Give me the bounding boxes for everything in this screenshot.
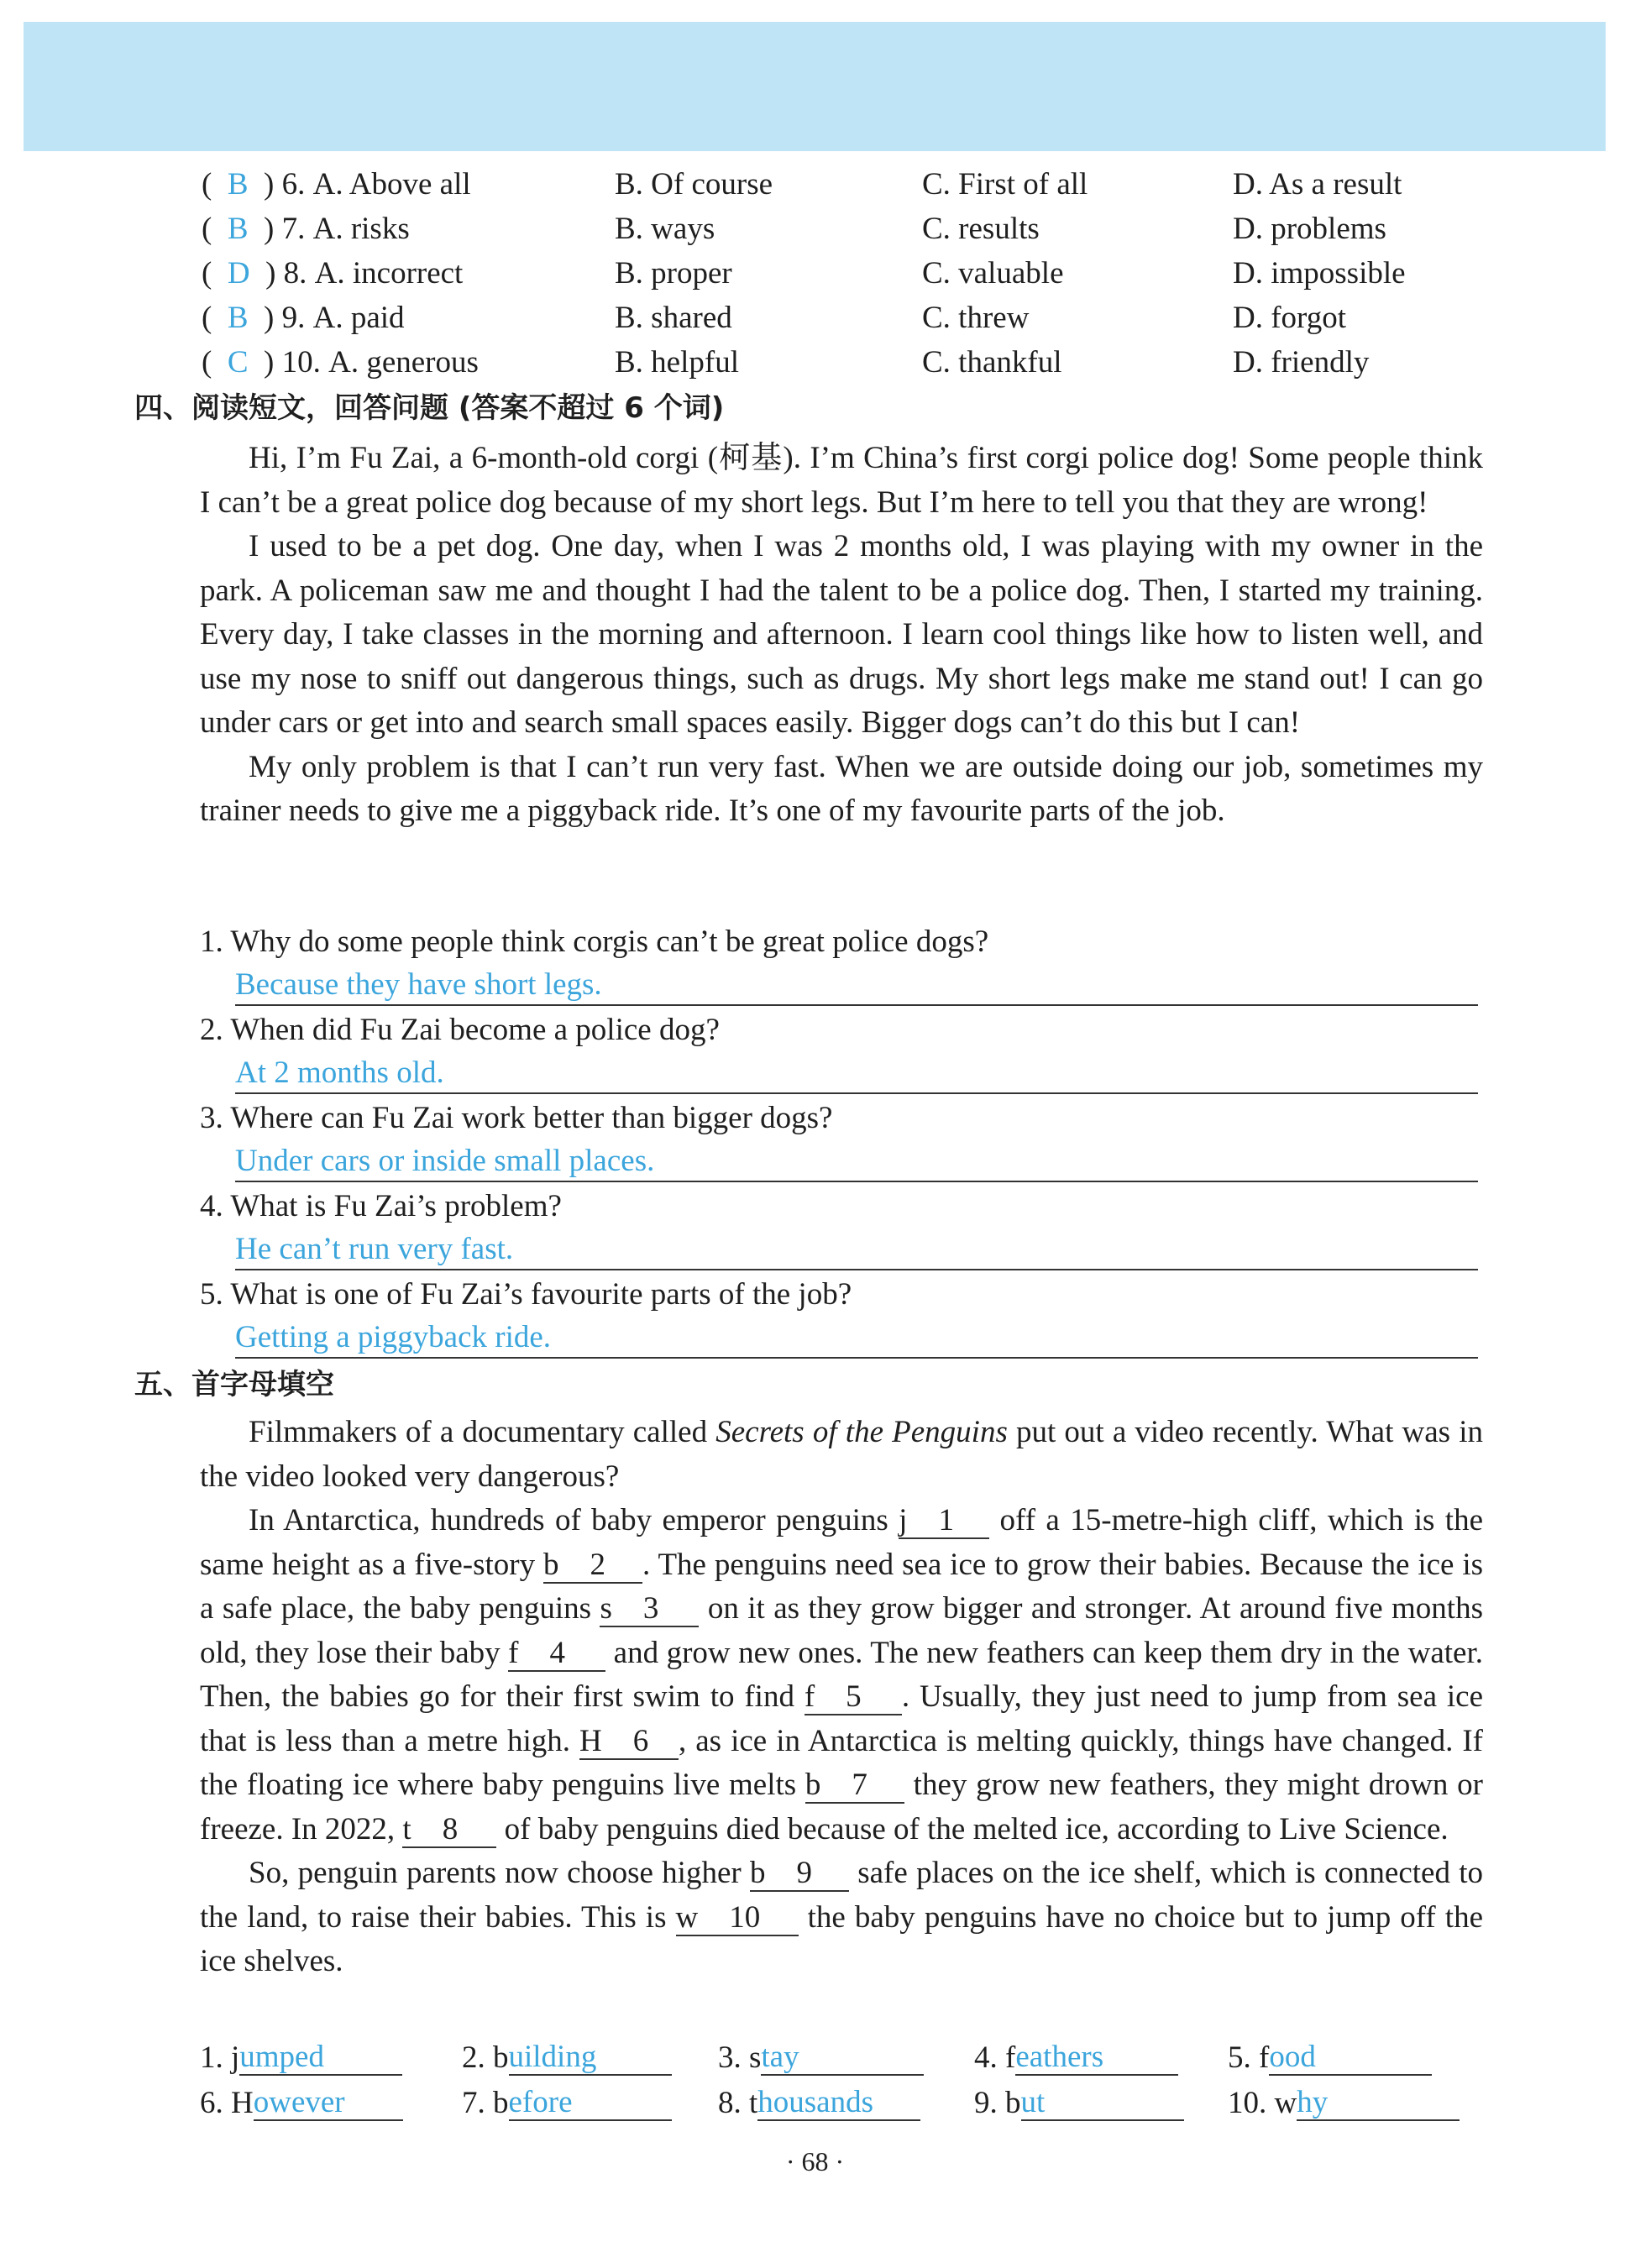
answer-item: 5. food bbox=[1228, 2039, 1432, 2076]
question-text: 5. What is one of Fu Zai’s favourite parts of the job? bbox=[200, 1277, 852, 1312]
blank-10[interactable]: w 10 bbox=[676, 1901, 799, 1936]
section-5-title: 五、首字母填空 bbox=[134, 1368, 334, 1401]
answer-item: 9. but bbox=[974, 2084, 1184, 2121]
cloze-conclusion: So, penguin parents now choose higher b 9 safe places on the ice shelf, which is connected to the land, to raise their babies. This is w 10 the baby penguins have no choice but to jump off the ice shelves. bbox=[200, 1856, 1483, 1978]
option-a: A. paid bbox=[312, 301, 405, 335]
passage-paragraph: My only problem is that I can’t run very fast. When we are outside doing our job, sometimes my trainer needs to give me a piggyback ride. It’s one of my favourite parts of the job. bbox=[200, 749, 1483, 828]
answer-text: hy bbox=[1297, 2085, 1329, 2119]
option-a: A. Above all bbox=[312, 167, 471, 202]
answer-item: 2. building bbox=[462, 2039, 672, 2076]
answer-item: 8. thousands bbox=[718, 2084, 920, 2121]
option-c: C. thankful bbox=[922, 345, 1062, 380]
blank-7[interactable]: b 7 bbox=[805, 1768, 904, 1804]
blank-4[interactable]: f 4 bbox=[508, 1637, 605, 1672]
answer-item: 7. before bbox=[462, 2084, 672, 2121]
documentary-title: Secrets of the Penguins bbox=[715, 1415, 1008, 1449]
option-d: D. forgot bbox=[1233, 301, 1346, 335]
option-d: D. friendly bbox=[1233, 345, 1370, 380]
option-a: A. incorrect bbox=[314, 256, 464, 291]
option-d: D. As a result bbox=[1233, 167, 1402, 202]
mc-row: ( B ) 9. A. paid bbox=[202, 301, 405, 335]
mc-answer: B bbox=[227, 301, 249, 335]
option-c: C. results bbox=[922, 212, 1040, 246]
option-a: A. risks bbox=[312, 212, 410, 246]
section-4-title: 四、阅读短文，回答问题 (答案不超过 6 个词) bbox=[134, 391, 725, 425]
answer-line bbox=[235, 1318, 1478, 1359]
answer-text: tay bbox=[761, 2040, 799, 2074]
answer-text: owever bbox=[253, 2085, 345, 2119]
question-text: 1. Why do some people think corgis can’t be great police dogs? bbox=[200, 924, 989, 959]
mc-answer: B bbox=[227, 212, 249, 246]
answer-text: housands bbox=[757, 2085, 874, 2119]
option-c: C. threw bbox=[922, 301, 1030, 335]
page-number: · 68 · bbox=[785, 2146, 845, 2176]
blank-8[interactable]: t 8 bbox=[402, 1813, 496, 1848]
blank-1[interactable]: j 1 bbox=[899, 1504, 989, 1539]
blank-9[interactable]: b 9 bbox=[750, 1857, 849, 1892]
option-c: C. valuable bbox=[922, 256, 1064, 291]
cloze-intro: Filmmakers of a documentary called Secrets of the Penguins put out a video recently. What was in the video looked very dangerous? bbox=[200, 1415, 1483, 1494]
reading-passage bbox=[200, 437, 1483, 834]
answer-item: 10. why bbox=[1228, 2084, 1460, 2121]
cloze-passage bbox=[200, 1411, 1483, 1984]
answer-text: Under cars or inside small places. bbox=[235, 1144, 655, 1178]
option-b: B. shared bbox=[615, 301, 732, 335]
mc-row: ( B ) 7. A. risks bbox=[202, 212, 410, 246]
option-b: B. ways bbox=[615, 212, 715, 246]
option-c: C. First of all bbox=[922, 167, 1088, 202]
option-a: A. generous bbox=[328, 345, 479, 380]
answer-text: At 2 months old. bbox=[235, 1055, 444, 1090]
passage-paragraph: I used to be a pet dog. One day, when I was 2 months old, I was playing with my owner in the park. A policeman saw me and thought I had the talent to be a police dog. Then, I started my training. Every day, I take classes in the morning and afternoon. I learn cool things like how to listen well, and use my nose to sniff out dangerous things, such as drugs. My short legs make me stand out! I can go under cars or get into and search small spaces easily. Bigger dogs can’t do this but I can! bbox=[200, 529, 1483, 740]
option-d: D. impossible bbox=[1233, 256, 1406, 291]
blank-6[interactable]: H 6 bbox=[579, 1725, 679, 1760]
answer-text: umped bbox=[239, 2040, 324, 2074]
blank-5[interactable]: f 5 bbox=[805, 1680, 902, 1715]
answer-text: eathers bbox=[1015, 2040, 1104, 2074]
answer-text: ood bbox=[1269, 2040, 1316, 2074]
mc-row: ( D ) 8. A. incorrect bbox=[202, 256, 464, 291]
cloze-body: In Antarctica, hundreds of baby emperor penguins j 1 off a 15-metre-high cliff, which is the same height as a five-story b 2 . The penguins need sea ice to grow their babies. Because the ice is a safe place, the baby penguins s 3 on it as they grow bigger and stronger. At around five months old, they lose their baby f 4 and grow new ones. The new feathers can keep them dry in the water. Then, the babies go for their first swim to find f 5 . Usually, they just need to jump from sea ice that is less than a metre high. H 6 , as ice in Antarctica is melting quickly, things have changed. If the floating ice where baby penguins live melts b 7 they grow new feathers, they might drown or freeze. In 2022, t 8 of baby penguins died because of the melted ice, according to Live Science. bbox=[200, 1503, 1484, 1846]
answer-line bbox=[235, 1054, 1478, 1094]
blank-2[interactable]: b 2 bbox=[543, 1548, 642, 1584]
question-text: 4. What is Fu Zai’s problem? bbox=[200, 1189, 562, 1223]
mc-row: ( B ) 6. A. Above all bbox=[202, 167, 471, 202]
option-b: B. helpful bbox=[615, 345, 739, 380]
answer-text: Because they have short legs. bbox=[235, 967, 602, 1002]
answer-item: 4. feathers bbox=[974, 2039, 1178, 2076]
passage-paragraph: Hi, I’m Fu Zai, a 6-month-old corgi (柯基). I’m China’s first corgi police dog! Some people think I can’t be a great police dog because of my short legs. But I’m here to tell you that they are wrong! bbox=[200, 441, 1483, 520]
option-b: B. Of course bbox=[615, 167, 773, 202]
answer-text: Getting a piggyback ride. bbox=[235, 1320, 552, 1354]
mc-row: ( C ) 10. A. generous bbox=[202, 345, 479, 380]
question-text: 2. When did Fu Zai become a police dog? bbox=[200, 1013, 720, 1047]
mc-answer: B bbox=[227, 167, 249, 202]
answer-item: 6. However bbox=[200, 2084, 403, 2121]
answer-line bbox=[235, 1230, 1478, 1270]
mc-answer: C bbox=[227, 345, 249, 380]
answer-text: He can’t run very fast. bbox=[235, 1232, 514, 1266]
answer-line bbox=[235, 966, 1478, 1006]
answer-line bbox=[235, 1142, 1478, 1182]
answer-text: efore bbox=[508, 2085, 573, 2119]
answer-text: uilding bbox=[508, 2040, 597, 2074]
option-d: D. problems bbox=[1233, 212, 1386, 246]
option-b: B. proper bbox=[615, 256, 732, 291]
answer-text: ut bbox=[1020, 2085, 1046, 2119]
blank-3[interactable]: s 3 bbox=[600, 1592, 699, 1627]
mc-answer: D bbox=[227, 256, 250, 291]
answer-item: 1. jumped bbox=[200, 2039, 402, 2076]
question-text: 3. Where can Fu Zai work better than bigger dogs? bbox=[200, 1101, 833, 1135]
answer-item: 3. stay bbox=[718, 2039, 924, 2076]
